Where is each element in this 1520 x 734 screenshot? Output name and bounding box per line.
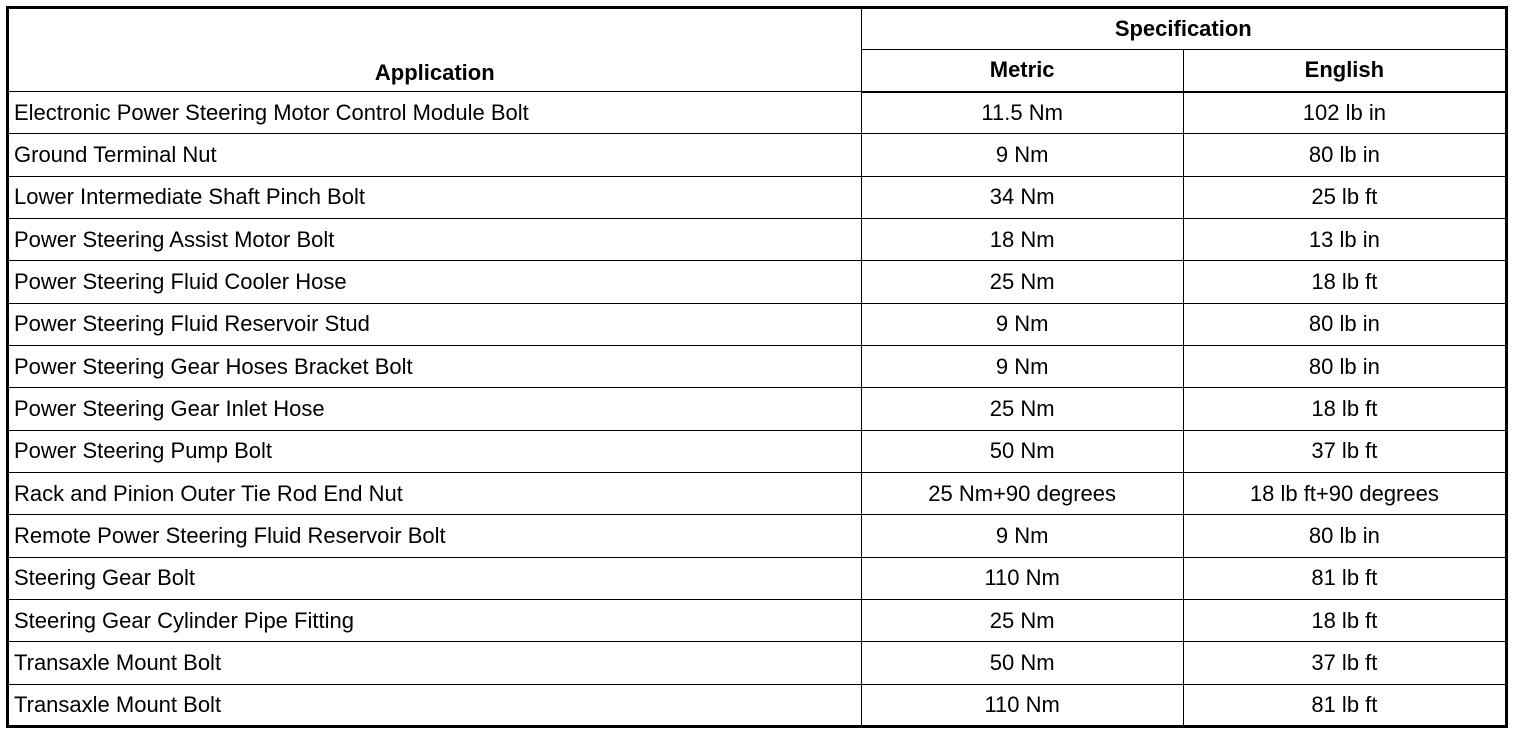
application-cell: Transaxle Mount Bolt — [8, 684, 862, 726]
english-value-cell: 81 lb ft — [1183, 684, 1506, 726]
table-row — [8, 134, 1507, 176]
application-cell: Power Steering Gear Inlet Hose — [8, 388, 862, 430]
english-value-cell: 102 lb in — [1183, 92, 1506, 134]
application-cell: Ground Terminal Nut — [8, 134, 862, 176]
application-cell: Steering Gear Cylinder Pipe Fitting — [8, 599, 862, 641]
table-row — [8, 599, 1507, 641]
metric-value-cell: 50 Nm — [861, 642, 1183, 684]
table-row — [8, 557, 1507, 599]
english-value-cell: 18 lb ft — [1183, 599, 1506, 641]
english-value-cell: 18 lb ft — [1183, 388, 1506, 430]
english-value-cell: 25 lb ft — [1183, 176, 1506, 218]
application-header: Application — [8, 8, 862, 92]
english-value-cell: 80 lb in — [1183, 303, 1506, 345]
metric-value-cell: 34 Nm — [861, 176, 1183, 218]
table-row — [8, 642, 1507, 684]
application-cell: Lower Intermediate Shaft Pinch Bolt — [8, 176, 862, 218]
metric-value-cell: 9 Nm — [861, 134, 1183, 176]
english-value-cell: 81 lb ft — [1183, 557, 1506, 599]
english-header: English — [1183, 50, 1506, 92]
metric-value-cell: 50 Nm — [861, 430, 1183, 472]
table-row — [8, 684, 1507, 726]
application-cell: Power Steering Fluid Cooler Hose — [8, 261, 862, 303]
metric-value-cell: 9 Nm — [861, 303, 1183, 345]
metric-value-cell: 9 Nm — [861, 345, 1183, 387]
metric-value-cell: 110 Nm — [861, 557, 1183, 599]
fastener-spec-table — [6, 6, 1508, 728]
metric-value-cell: 110 Nm — [861, 684, 1183, 726]
application-cell: Power Steering Pump Bolt — [8, 430, 862, 472]
table-row — [8, 261, 1507, 303]
metric-value-cell: 25 Nm — [861, 388, 1183, 430]
metric-value-cell: 25 Nm+90 degrees — [861, 472, 1183, 514]
table-row — [8, 176, 1507, 218]
table-row — [8, 515, 1507, 557]
specification-header: Specification — [861, 8, 1506, 50]
metric-value-cell: 25 Nm — [861, 599, 1183, 641]
application-cell: Electronic Power Steering Motor Control Module Bolt — [8, 92, 862, 134]
table-row — [8, 472, 1507, 514]
english-value-cell: 18 lb ft — [1183, 261, 1506, 303]
table-row — [8, 388, 1507, 430]
table-row — [8, 430, 1507, 472]
application-cell: Power Steering Gear Hoses Bracket Bolt — [8, 345, 862, 387]
english-value-cell: 80 lb in — [1183, 515, 1506, 557]
metric-value-cell: 9 Nm — [861, 515, 1183, 557]
application-cell: Steering Gear Bolt — [8, 557, 862, 599]
english-value-cell: 37 lb ft — [1183, 642, 1506, 684]
application-cell: Power Steering Assist Motor Bolt — [8, 218, 862, 260]
application-cell: Remote Power Steering Fluid Reservoir Bolt — [8, 515, 862, 557]
metric-value-cell: 18 Nm — [861, 218, 1183, 260]
table-row — [8, 345, 1507, 387]
english-value-cell: 37 lb ft — [1183, 430, 1506, 472]
english-value-cell: 18 lb ft+90 degrees — [1183, 472, 1506, 514]
metric-value-cell: 11.5 Nm — [861, 92, 1183, 134]
metric-header: Metric — [861, 50, 1183, 92]
table-body — [8, 92, 1507, 727]
metric-value-cell: 25 Nm — [861, 261, 1183, 303]
table-row — [8, 218, 1507, 260]
english-value-cell: 80 lb in — [1183, 134, 1506, 176]
application-cell: Rack and Pinion Outer Tie Rod End Nut — [8, 472, 862, 514]
application-cell: Transaxle Mount Bolt — [8, 642, 862, 684]
table-row — [8, 303, 1507, 345]
english-value-cell: 13 lb in — [1183, 218, 1506, 260]
english-value-cell: 80 lb in — [1183, 345, 1506, 387]
table-header — [8, 8, 1507, 92]
application-cell: Power Steering Fluid Reservoir Stud — [8, 303, 862, 345]
header-row-top — [8, 8, 1507, 50]
table-row — [8, 92, 1507, 134]
